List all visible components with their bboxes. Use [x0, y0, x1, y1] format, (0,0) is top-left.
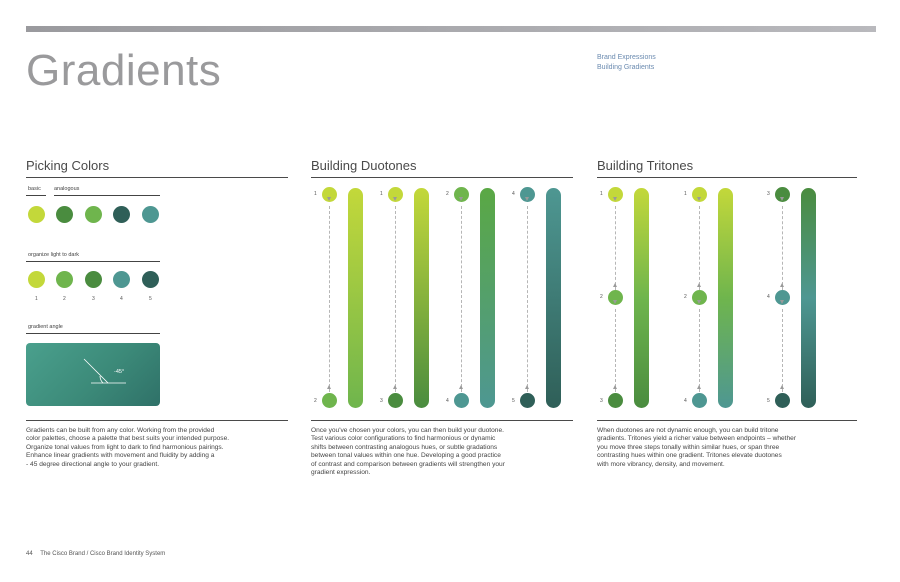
- organize-number: 4: [120, 296, 123, 302]
- organize-number: 3: [92, 296, 95, 302]
- organize-underline: [26, 261, 160, 262]
- duotones-body-line: Once you've chosen your colors, you can then build your duotone.: [311, 427, 504, 434]
- picking-body-line: - 45 degree directional angle to your gradient.: [26, 460, 160, 468]
- tri-1-connector-upper: [615, 206, 616, 290]
- tritones-body-line: you move three steps tonally within similar hues, or span three: [597, 443, 780, 451]
- tritones-section: [597, 158, 857, 178]
- duo-4-arrow-bottom: [525, 385, 529, 389]
- tritones-title: Building Tritones: [597, 158, 857, 178]
- duotones-body: [311, 427, 561, 477]
- angle-value: -45°: [114, 369, 125, 375]
- tri-1-mid-num: 2: [600, 294, 603, 300]
- tri-3-arrow-mid: [780, 283, 784, 287]
- tritones-divider: [597, 420, 857, 421]
- duo-1-arrow-top: [327, 197, 331, 201]
- duo-4-connector: [527, 206, 528, 392]
- tri-1-top-num: 1: [600, 191, 603, 197]
- duotones-title: Building Duotones: [311, 158, 573, 178]
- swatch-organized-3: [85, 271, 102, 288]
- tri-2-arrow-bottom: [697, 385, 701, 389]
- breadcrumb-page[interactable]: Building Gradients: [597, 64, 655, 71]
- tri-1-arrow-mid: [613, 283, 617, 287]
- tri-2-arrow-top: [697, 197, 701, 201]
- duo-2-bottom-num: 3: [380, 398, 383, 404]
- tri-1-bottom-num: 3: [600, 398, 603, 404]
- tri-2-connector-lower: [699, 309, 700, 392]
- swatch-analogous-1: [56, 206, 73, 223]
- swatch-organized-2: [56, 271, 73, 288]
- swatch-organized-4: [113, 271, 130, 288]
- duo-2-arrow-top: [393, 197, 397, 201]
- angle-diagram-icon: [26, 343, 160, 406]
- duo-4-arrow-top: [525, 197, 529, 201]
- breadcrumb-section[interactable]: Brand Expressions: [597, 54, 656, 61]
- duo-1-bottom-dot: [322, 393, 337, 408]
- duo-2-connector: [395, 206, 396, 392]
- tritones-body-line: contrasting hues within one gradient. Tritones elevate duotones: [597, 452, 782, 460]
- top-rule: [26, 26, 876, 32]
- duo-3-gradient-bar: [480, 188, 495, 408]
- tri-2-arrow-mid: [697, 283, 701, 287]
- duo-1-top-num: 1: [314, 191, 317, 197]
- duo-1-bottom-num: 2: [314, 398, 317, 404]
- organize-number: 1: [35, 296, 38, 302]
- tri-1-gradient-bar: [634, 188, 649, 408]
- page-number: 44: [26, 551, 33, 557]
- basic-label: basic: [28, 186, 41, 192]
- breadcrumb: [597, 53, 656, 73]
- duo-4-bottom-dot: [520, 393, 535, 408]
- tri-2-bottom-dot: [692, 393, 707, 408]
- tri-2-connector-upper: [699, 206, 700, 290]
- duo-3-bottom-num: 4: [446, 398, 449, 404]
- picking-colors-section: [26, 158, 288, 178]
- tri-3-arrow-top: [780, 197, 784, 201]
- tri-1-arrow-top: [613, 197, 617, 201]
- organize-label: organize light to dark: [28, 252, 80, 258]
- picking-divider: [26, 420, 288, 421]
- swatch-organized-5: [142, 271, 159, 288]
- swatch-analogous-3: [113, 206, 130, 223]
- duo-2-gradient-bar: [414, 188, 429, 408]
- gradient-angle-swatch: [26, 343, 160, 406]
- duo-4-bottom-num: 5: [512, 398, 515, 404]
- tri-1-connector-lower: [615, 309, 616, 392]
- tritones-body-line: gradients. Tritones yield a richer value between endpoints – whether: [597, 435, 797, 443]
- duotones-section: [311, 158, 573, 178]
- tri-1-arrow-bottom: [613, 385, 617, 389]
- duotones-body-line: gradient expression.: [311, 469, 371, 477]
- duo-2-arrow-bottom: [393, 385, 397, 389]
- picking-body: [26, 427, 276, 469]
- picking-body-line: color palettes, choose a palette that best suits your intended purpose.: [26, 435, 230, 443]
- swatch-organized-1: [28, 271, 45, 288]
- footer-text: The Cisco Brand / Cisco Brand Identity System: [40, 551, 166, 557]
- duo-3-connector: [461, 206, 462, 392]
- angle-label: gradient angle: [28, 324, 63, 330]
- duotones-divider: [311, 420, 573, 421]
- duo-1-arrow-bottom: [327, 385, 331, 389]
- tri-3-top-num: 3: [767, 191, 770, 197]
- picking-body-line: Organize tonal values from light to dark to find harmonious pairings.: [26, 443, 224, 451]
- page-footer: [26, 551, 171, 557]
- tri-3-bottom-num: 5: [767, 398, 770, 404]
- picking-body-line: Enhance linear gradients with movement and fluidity by adding a: [26, 452, 215, 460]
- tritones-body-line: with more vibrancy, density, and movement.: [597, 460, 725, 468]
- tri-3-connector-lower: [782, 309, 783, 392]
- tritones-body: [597, 427, 847, 469]
- tri-2-mid-num: 2: [684, 294, 687, 300]
- tri-3-bottom-dot: [775, 393, 790, 408]
- page-title: Gradients: [26, 46, 222, 95]
- duotones-body-line: shifts between contrasting analogous hues, or subtle gradations: [311, 443, 498, 451]
- duo-3-bottom-dot: [454, 393, 469, 408]
- tri-2-top-num: 1: [684, 191, 687, 197]
- picking-body-line: Gradients can be built from any color. Working from the provided: [26, 427, 215, 434]
- picking-colors-title: Picking Colors: [26, 158, 288, 178]
- tri-3-arrow-bottom: [780, 385, 784, 389]
- swatch-analogous-4: [142, 206, 159, 223]
- organize-number: 5: [149, 296, 152, 302]
- tri-3-arrow-mid-down: [780, 300, 784, 304]
- analogous-label: analogous: [54, 186, 80, 192]
- tri-2-arrow-mid-down: [697, 300, 701, 304]
- swatch-basic: [28, 206, 45, 223]
- duotones-body-line: of contrast and comparison between gradients will strengthen your: [311, 460, 505, 468]
- tri-2-gradient-bar: [718, 188, 733, 408]
- duotones-body-line: between tonal values within one hue. Developing a good practice: [311, 452, 501, 460]
- tri-1-bottom-dot: [608, 393, 623, 408]
- tri-3-gradient-bar: [801, 188, 816, 408]
- swatch-analogous-2: [85, 206, 102, 223]
- duo-2-top-num: 1: [380, 191, 383, 197]
- duo-4-gradient-bar: [546, 188, 561, 408]
- duo-4-top-num: 4: [512, 191, 515, 197]
- tri-3-mid-num: 4: [767, 294, 770, 300]
- tri-3-connector-upper: [782, 206, 783, 290]
- duo-1-connector: [329, 206, 330, 392]
- duotones-body-line: Test various color configurations to find harmonious or dynamic: [311, 435, 496, 443]
- basic-underline: [26, 195, 46, 196]
- tritones-body-line: When duotones are not dynamic enough, you can build tritone: [597, 427, 779, 434]
- tri-2-bottom-num: 4: [684, 398, 687, 404]
- duo-2-bottom-dot: [388, 393, 403, 408]
- duo-3-arrow-bottom: [459, 385, 463, 389]
- analogous-underline: [54, 195, 160, 196]
- organize-number: 2: [63, 296, 66, 302]
- duo-1-gradient-bar: [348, 188, 363, 408]
- duo-3-top-num: 2: [446, 191, 449, 197]
- duo-3-arrow-top: [459, 197, 463, 201]
- tri-1-arrow-mid-down: [613, 300, 617, 304]
- angle-underline: [26, 333, 160, 334]
